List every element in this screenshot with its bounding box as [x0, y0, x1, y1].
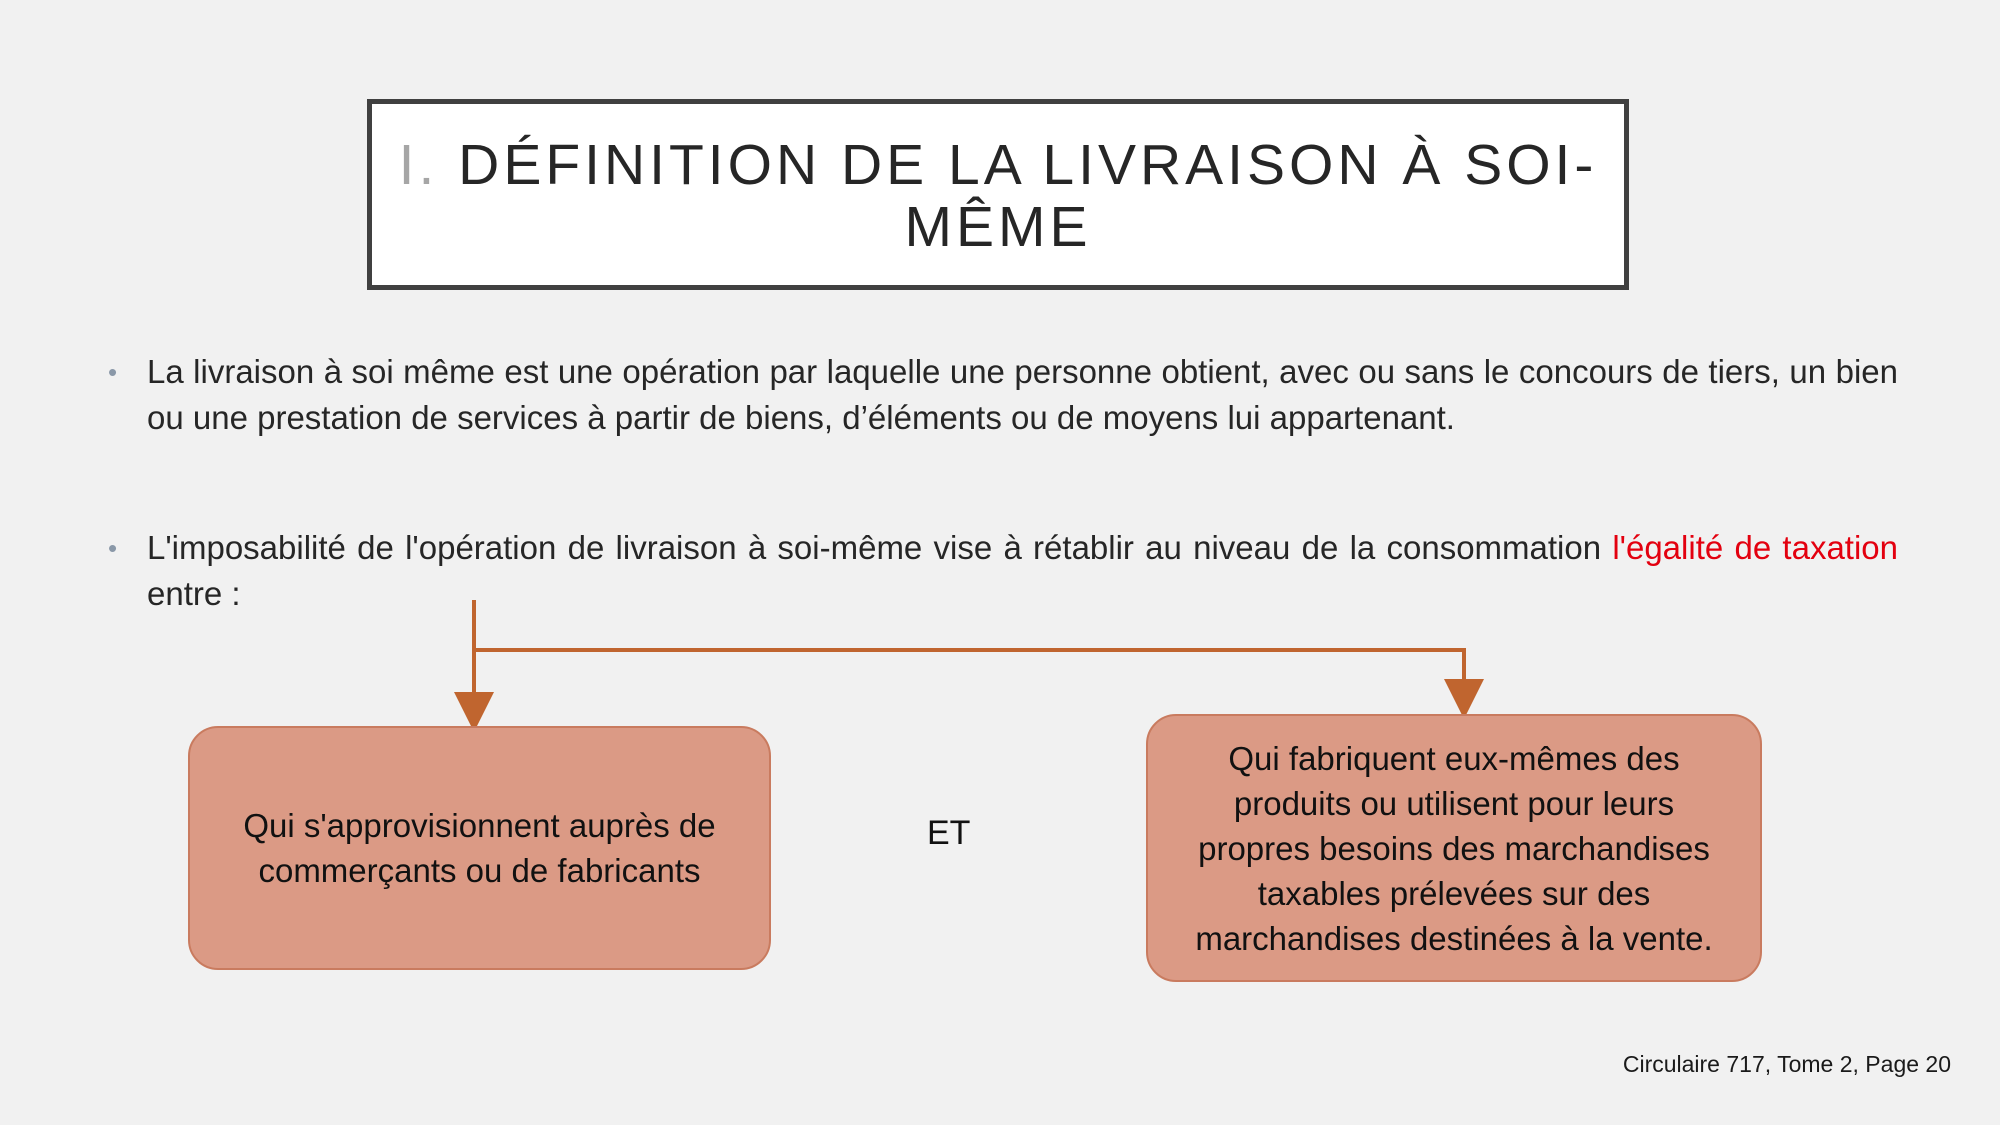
source-note: Circulaire 717, Tome 2, Page 20: [1622, 1051, 1951, 1077]
box-fabriquent: Qui fabriquent eux-mêmes des produits ou utilisent pour leurs propres besoins des marchandises taxables prélevées sur des marchandises destinées à la vente.: [1146, 714, 1762, 982]
box-approvisionnent: Qui s'approvisionnent auprès de commerçants ou de fabricants: [188, 726, 771, 970]
title-number: I.: [398, 133, 439, 197]
title-line-2: MÊME: [904, 195, 1092, 259]
bullet-taxation-text-after: entre :: [147, 575, 241, 612]
connector-horizontal: [474, 650, 1464, 699]
bullet-dot-icon: •: [108, 533, 118, 563]
bullet-definition-text: La livraison à soi même est une opération par laquelle une personne obtient, avec ou sans le concours de tiers, un bien ou une prestation de services à partir de biens, d’éléments ou de moyens lui appartenant.: [147, 353, 1898, 436]
connector-label-et: ET: [927, 814, 971, 852]
bullet-taxation-highlight: l'égalité de taxation: [1612, 529, 1898, 566]
bullet-taxation-text-before: L'imposabilité de l'opération de livraison à soi-même vise à rétablir au niveau de la consommation: [147, 529, 1613, 566]
title-line-1: DÉFINITION DE LA LIVRAISON À SOI-: [458, 133, 1598, 197]
bullet-dot-icon: •: [108, 357, 118, 387]
